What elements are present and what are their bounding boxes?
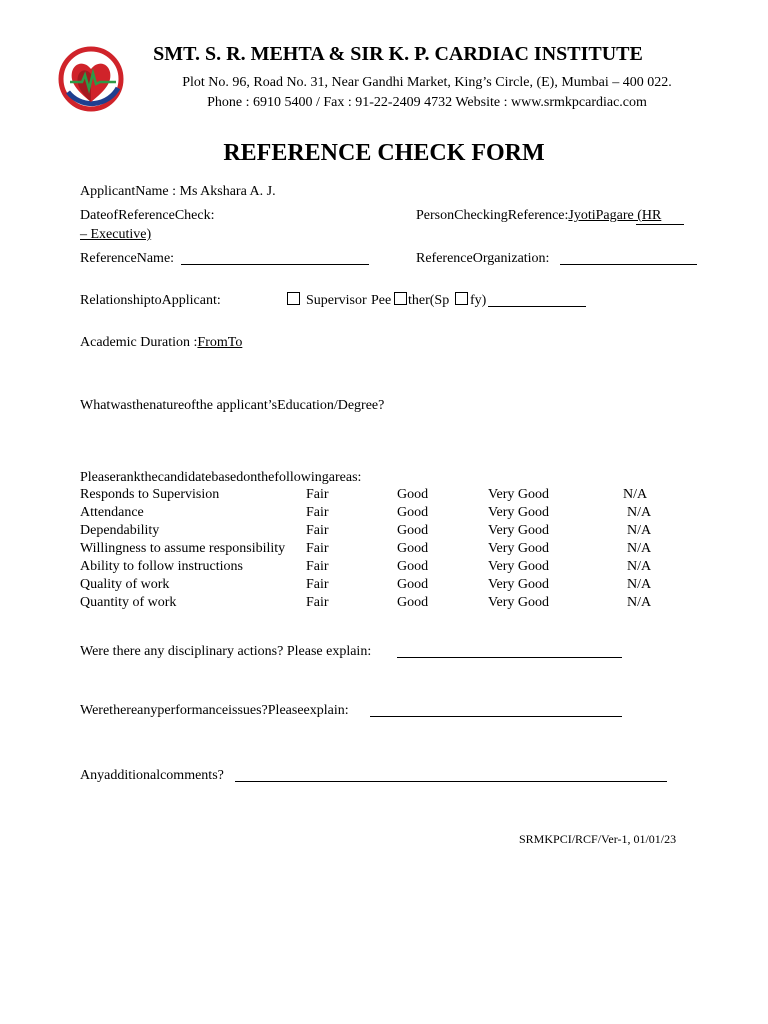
person-checking-underline — [636, 224, 684, 225]
other-checkbox[interactable] — [455, 292, 468, 305]
rating-row — [80, 559, 663, 577]
rating-option-fair[interactable]: Fair — [306, 595, 329, 610]
rating-area-label: Quality of work — [80, 577, 170, 592]
rating-area-label: Attendance — [80, 505, 144, 520]
rating-option-na[interactable]: N/A — [623, 487, 648, 502]
rating-option-very-good[interactable]: Very Good — [488, 505, 550, 520]
rating-option-very-good[interactable]: Very Good — [488, 541, 550, 556]
peer-checkbox[interactable] — [394, 292, 407, 305]
rating-option-na[interactable]: N/A — [627, 577, 652, 592]
academic-duration-value: FromTo — [197, 335, 243, 350]
reference-organization-field[interactable] — [560, 264, 697, 265]
rating-option-good[interactable]: Good — [397, 577, 429, 592]
rating-area-label: Dependability — [80, 523, 160, 538]
other-option-label-end: fy) — [470, 293, 487, 308]
rating-row — [80, 523, 663, 541]
document-code: SRMKPCI/RCF/Ver-1, 01/01/23 — [519, 832, 677, 846]
rating-option-na[interactable]: N/A — [627, 505, 652, 520]
peer-option-label: Pee — [371, 293, 392, 308]
date-of-reference-check-label: DateofReferenceCheck: — [80, 208, 215, 223]
rating-option-na[interactable]: N/A — [627, 595, 652, 610]
applicant-name: ApplicantName : Ms Akshara A. J. — [80, 184, 276, 199]
performance-answer-field[interactable] — [370, 716, 622, 717]
rating-area-label: Ability to follow instructions — [80, 559, 243, 574]
rating-option-fair[interactable]: Fair — [306, 559, 329, 574]
rating-row — [80, 541, 663, 559]
relationship-label: RelationshiptoApplicant: — [80, 293, 221, 308]
rank-prompt: Pleaserankthecandidatebasedonthefollowingareas: — [80, 470, 362, 485]
supervisor-option-label: Supervisor — [306, 293, 367, 308]
rating-area-label: Quantity of work — [80, 595, 177, 610]
comments-answer-field[interactable] — [235, 781, 667, 782]
rating-option-na[interactable]: N/A — [627, 559, 652, 574]
rating-option-very-good[interactable]: Very Good — [488, 595, 550, 610]
rating-option-na[interactable]: N/A — [627, 541, 652, 556]
rating-table — [80, 487, 663, 613]
institute-name: SMT. S. R. MEHTA & SIR K. P. CARDIAC INSTITUTE — [153, 43, 643, 65]
rating-area-label: Willingness to assume responsibility — [80, 541, 286, 556]
rating-row — [80, 505, 663, 523]
rating-option-fair[interactable]: Fair — [306, 577, 329, 592]
person-checking-value: JyotiPagare (HR — [568, 208, 662, 223]
rating-option-fair[interactable]: Fair — [306, 541, 329, 556]
rating-option-na[interactable]: N/A — [627, 523, 652, 538]
other-option-label: ther(Sp — [408, 293, 450, 308]
institute-contact: Phone : 6910 5400 / Fax : 91-22-2409 4732 Website : www.srmkpcardiac.com — [207, 95, 647, 110]
rating-option-good[interactable]: Good — [397, 541, 429, 556]
rating-option-good[interactable]: Good — [397, 505, 429, 520]
disciplinary-question: Were there any disciplinary actions? Please explain: — [80, 644, 372, 659]
education-question: Whatwasthenatureofthe applicant’sEducation/Degree? — [80, 398, 385, 413]
rating-option-good[interactable]: Good — [397, 595, 429, 610]
form-title: REFERENCE CHECK FORM — [223, 140, 545, 166]
disciplinary-answer-field[interactable] — [397, 657, 622, 658]
rating-option-good[interactable]: Good — [397, 487, 429, 502]
rating-option-fair[interactable]: Fair — [306, 505, 329, 520]
rating-option-very-good[interactable]: Very Good — [488, 523, 550, 538]
rating-row — [80, 595, 663, 613]
academic-duration — [80, 335, 242, 351]
other-specify-field[interactable] — [488, 306, 586, 307]
supervisor-checkbox[interactable] — [287, 292, 300, 305]
rating-option-very-good[interactable]: Very Good — [488, 559, 550, 574]
rating-row — [80, 577, 663, 595]
academic-duration-label: Academic Duration : — [80, 335, 198, 350]
person-checking-label: PersonCheckingReference: — [416, 208, 569, 223]
reference-organization-label: ReferenceOrganization: — [416, 251, 550, 266]
rating-area-label: Responds to Supervision — [80, 487, 220, 502]
rating-option-fair[interactable]: Fair — [306, 523, 329, 538]
person-checking-reference — [416, 208, 661, 224]
performance-question: Werethereanyperformanceissues?Pleaseexplain: — [80, 703, 349, 718]
rating-option-very-good[interactable]: Very Good — [488, 577, 550, 592]
rating-row — [80, 487, 663, 505]
reference-name-label: ReferenceName: — [80, 251, 175, 266]
rating-option-good[interactable]: Good — [397, 559, 429, 574]
rating-option-good[interactable]: Good — [397, 523, 429, 538]
comments-question: Anyadditionalcomments? — [80, 768, 224, 783]
person-checking-value-continued: – Executive) — [80, 227, 152, 242]
rating-option-fair[interactable]: Fair — [306, 487, 329, 502]
rating-option-very-good[interactable]: Very Good — [488, 487, 550, 502]
institute-address: Plot No. 96, Road No. 31, Near Gandhi Market, King’s Circle, (E), Mumbai – 400 022. — [182, 75, 672, 90]
reference-name-field[interactable] — [181, 264, 369, 265]
